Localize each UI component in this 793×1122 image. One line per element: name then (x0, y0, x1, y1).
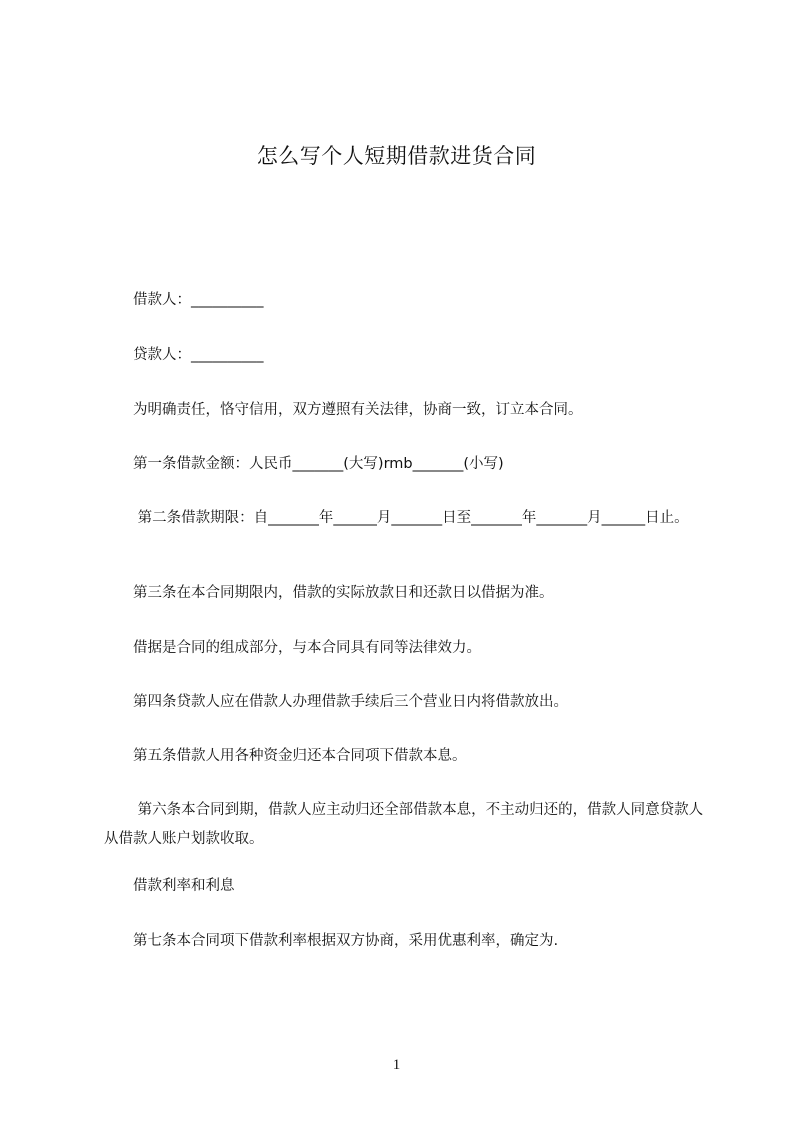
receipt-paragraph: 借据是合同的组成部分，与本合同具有同等法律效力。 (104, 640, 481, 656)
article-4-disbursement: 第四条贷款人应在借款人办理借款手续后三个营业日内将借款放出。 (104, 694, 568, 710)
article-7-interest-rate: 第七条本合同项下借款利率根据双方协商，采用优惠利率，确定为. (104, 933, 559, 949)
section-heading-interest: 借款利率和利息 (104, 878, 235, 894)
page-number: 1 (392, 1057, 401, 1073)
article-5-repayment: 第五条借款人用各种资金归还本合同项下借款本息。 (104, 748, 467, 764)
article-3-dates: 第三条在本合同期限内，借款的实际放款日和还款日以借据为准。 (104, 585, 554, 601)
page-title: 怎么写个人短期借款进货合同 (256, 144, 537, 168)
article-2-loan-term: 第二条借款期限：自_______年______月_______日至_______年_______月______日止。 (104, 510, 689, 526)
article-1-loan-amount: 第一条借款金额：人民币_______(大写)rmb_______(小写) (104, 456, 504, 472)
article-6-maturity: 第六条本合同到期，借款人应主动归还全部借款本息，不主动归还的，借款人同意贷款人从借款人账户划款收取。 (104, 802, 704, 847)
borrower-line: 借款人：__________ (104, 292, 264, 308)
purpose-paragraph: 为明确责任，恪守信用，双方遵照有关法律，协商一致，订立本合同。 (104, 402, 583, 418)
lender-line: 贷款人：__________ (104, 347, 264, 363)
